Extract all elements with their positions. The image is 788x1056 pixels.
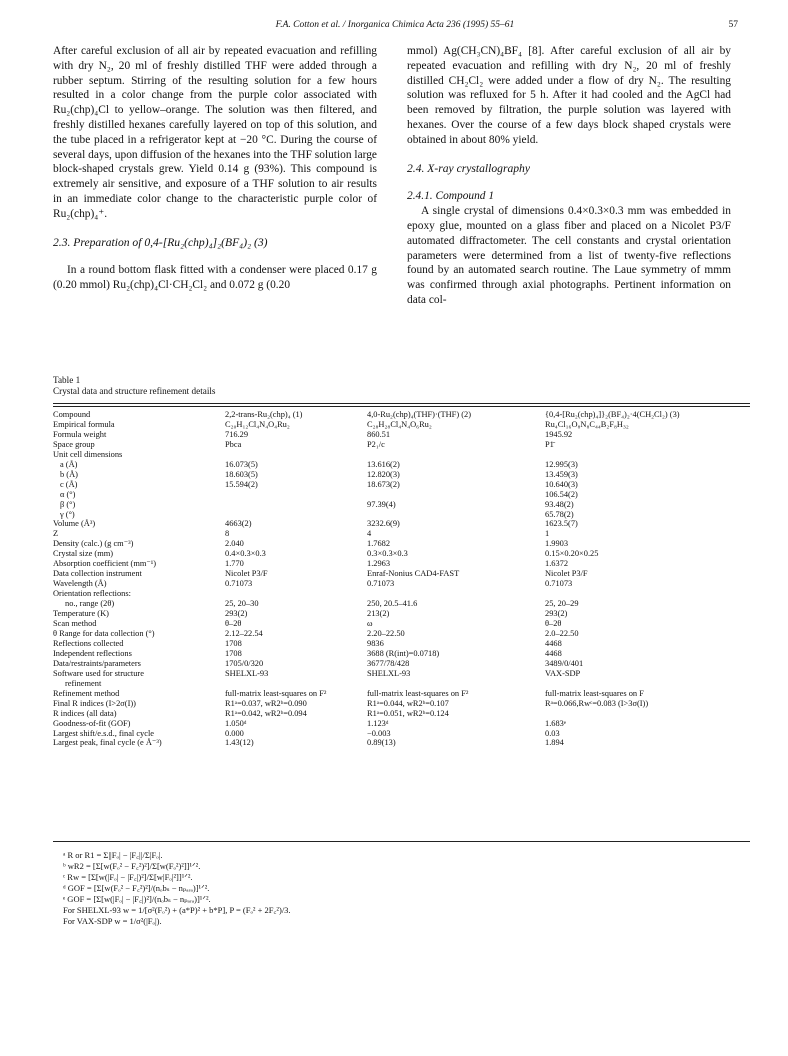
footnote: For SHELXL-93 w = 1/[σ²(Fₒ²) + (a*P)² + b*P], P = (Fₒ² + 2F꜀²)/3. bbox=[63, 905, 291, 915]
table-row bbox=[53, 579, 750, 589]
table-cell: 4468 bbox=[545, 648, 562, 658]
table-cell bbox=[367, 450, 545, 460]
row-label: Data collection instrument bbox=[53, 569, 142, 579]
table-cell: 93.48(2) bbox=[545, 499, 574, 509]
table-cell: 3688 (R(int)=0.0718) bbox=[367, 648, 440, 658]
table-cell: 1623.5(7) bbox=[545, 519, 578, 529]
row-label: Unit cell dimensions bbox=[53, 449, 123, 459]
row-label: Formula weight bbox=[53, 429, 107, 439]
table-cell bbox=[367, 510, 545, 520]
footnote: ᵈ GOF = [Σ[w(Fₒ² − F꜀²)²]/(nₒbₛ − nₚₐᵣₐ)]¹ᐟ². bbox=[63, 883, 210, 893]
table-cell: full-matrix least-squares on F² bbox=[225, 688, 327, 698]
paragraph: After careful exclusion of all air by repeated evacuation and refilling with dry N₂, 20 ml of freshly distilled THF were added through a rubber septum. Stirring of the resulting solution for a few hours resulted in a color change from the purple color associated with Ru₂(chp)₄Cl to yellow–orange. The solution was then filtered, and freshly distilled hexanes carefully layered on top of this solution, and the tube placed in a refrigerator kept at −20 °C. During the course of several days, upon diffusion of the hexanes into the THF solution large block-shaped crystals grew. Yield 0.14 g (93%). This compound is extremely air sensitive, and exposure of a THF solution to air results in an immediate color change to the characteristic purple color of Ru₂(chp)₄⁺. bbox=[53, 45, 377, 220]
table-cell: C₂₀H₁₂Cl₄N₄O₄Ru₂ bbox=[225, 419, 290, 429]
table-cell: 1.6372 bbox=[545, 559, 569, 569]
table-cell: 293(2) bbox=[225, 609, 248, 619]
table-cell: 1.2963 bbox=[367, 559, 391, 569]
row-label: c (Å) bbox=[60, 479, 78, 489]
table-cell: Pbca bbox=[225, 439, 242, 449]
table-cell: SHELXL-93 bbox=[225, 668, 269, 678]
table-cell: R1ᵃ=0.042, wR2ᵇ=0.094 bbox=[225, 708, 307, 718]
table-cell: Rᵃ=0.066,Rwᶜ=0.083 (I>3σ(I)) bbox=[545, 698, 649, 708]
table-row bbox=[53, 669, 750, 679]
table-row bbox=[53, 450, 750, 460]
table-cell: Ru₄Cl₁₆O₈N₈C₄₄B₂F₈H₃₂ bbox=[545, 419, 629, 429]
table-cell: 0.3×0.3×0.3 bbox=[367, 549, 408, 559]
table-cell: 4468 bbox=[545, 638, 562, 648]
table-row bbox=[53, 559, 750, 569]
row-label: Space group bbox=[53, 439, 95, 449]
row-label: Volume (Å³) bbox=[53, 519, 96, 529]
table-top-rule bbox=[53, 403, 750, 404]
table-row bbox=[53, 480, 750, 490]
table-row bbox=[53, 529, 750, 539]
table-row bbox=[53, 679, 750, 689]
table-cell: 13.616(2) bbox=[367, 459, 400, 469]
table-cell: ω bbox=[367, 619, 373, 629]
subsection-heading-2-4-1: 2.4.1. Compound 1 bbox=[407, 190, 495, 203]
row-label: γ (°) bbox=[60, 509, 75, 519]
table-footnotes bbox=[63, 850, 291, 927]
row-label: θ Range for data collection (°) bbox=[53, 628, 155, 638]
table-top-rule-2 bbox=[53, 406, 750, 407]
row-label: Final R indices (I>2σ(I)) bbox=[53, 698, 136, 708]
row-label: Z bbox=[53, 529, 59, 539]
table-cell bbox=[225, 500, 367, 510]
row-label: Density (calc.) (g cm⁻³) bbox=[53, 539, 134, 549]
table-row bbox=[53, 609, 750, 619]
table-row bbox=[53, 719, 750, 729]
table-cell: C₂₈H₂₈Cl₄N₄O₆Ru₂ bbox=[367, 419, 432, 429]
table-row bbox=[53, 519, 750, 529]
table-cell: 1945.92 bbox=[545, 429, 573, 439]
table-cell: 18.603(5) bbox=[225, 469, 258, 479]
table-cell: −0.003 bbox=[367, 728, 391, 738]
table-cell bbox=[545, 589, 750, 599]
table-cell: 106.54(2) bbox=[545, 489, 578, 499]
table-cell bbox=[225, 450, 367, 460]
table-cell: {0,4-[Ru₂(chp)₄]}₂(BF₄)₂·4(CH₂Cl₂) (3) bbox=[545, 410, 680, 419]
table-cell: 0.71073 bbox=[367, 579, 395, 589]
table-title: Crystal data and structure refinement details bbox=[53, 386, 216, 396]
table-row bbox=[53, 569, 750, 579]
table-cell bbox=[225, 490, 367, 500]
table-cell: R1ᵃ=0.037, wR2ᵇ=0.090 bbox=[225, 698, 307, 708]
row-label: Largest peak, final cycle (e Å⁻³) bbox=[53, 738, 162, 748]
table-cell bbox=[225, 510, 367, 520]
row-label: no., range (2θ) bbox=[65, 599, 115, 609]
table-cell: 15.594(2) bbox=[225, 479, 258, 489]
table-cell: 12.995(3) bbox=[545, 459, 578, 469]
row-label: β (°) bbox=[60, 499, 76, 509]
table-row bbox=[53, 629, 750, 639]
table-cell: 18.673(2) bbox=[367, 479, 400, 489]
row-label: Temperature (K) bbox=[53, 609, 109, 619]
table-row bbox=[53, 460, 750, 470]
row-label: Scan method bbox=[53, 619, 97, 629]
table-cell: θ–2θ bbox=[545, 619, 562, 629]
table-row bbox=[53, 729, 750, 739]
table-cell bbox=[545, 450, 750, 460]
row-label: Software used for structure bbox=[53, 668, 144, 678]
table-cell bbox=[545, 679, 750, 689]
table-row bbox=[53, 430, 750, 440]
table-cell: 2.0–22.50 bbox=[545, 628, 579, 638]
table-cell: 13.459(3) bbox=[545, 469, 578, 479]
table-bottom-rule bbox=[53, 841, 750, 842]
row-label: Reflections collected bbox=[53, 638, 124, 648]
table-cell: 1.050ᵈ bbox=[225, 718, 247, 728]
table-cell: 0.000 bbox=[225, 728, 244, 738]
table-cell: 10.640(3) bbox=[545, 479, 578, 489]
table-row bbox=[53, 639, 750, 649]
table-cell: 1.9903 bbox=[545, 539, 569, 549]
table-cell: 0.71073 bbox=[545, 579, 573, 589]
row-label: Refinement method bbox=[53, 688, 120, 698]
table-row bbox=[53, 420, 750, 430]
table-cell: R1ᵃ=0.044, wR2ᵇ=0.107 bbox=[367, 698, 449, 708]
table-row bbox=[53, 699, 750, 709]
table-cell: 1708 bbox=[225, 638, 242, 648]
table-cell: 9836 bbox=[367, 638, 384, 648]
table-row bbox=[53, 659, 750, 669]
table-cell: 3677/78/428 bbox=[367, 658, 410, 668]
row-label: Crystal size (mm) bbox=[53, 549, 114, 559]
table-row bbox=[53, 470, 750, 480]
table-cell: 1.123ᵈ bbox=[367, 718, 389, 728]
footnote: ᶜ Rw = [Σ[w(|Fₒ| − |F꜀|)²]/Σ[w|Fₒ|²]]¹ᐟ². bbox=[63, 872, 193, 882]
table-cell: 97.39(4) bbox=[367, 499, 396, 509]
table-cell bbox=[225, 679, 367, 689]
table-cell: Nicolet P3/F bbox=[545, 569, 588, 579]
table-cell: 0.71073 bbox=[225, 579, 253, 589]
right-column bbox=[407, 44, 731, 308]
table-row bbox=[53, 589, 750, 599]
table-cell: 8 bbox=[225, 529, 230, 539]
table-cell: 2,2-trans-Ru₂(chp)₄ (1) bbox=[225, 410, 303, 419]
table-cell: 25, 20–29 bbox=[545, 599, 579, 609]
table-cell: full-matrix least-squares on F bbox=[545, 688, 644, 698]
row-label: b (Å) bbox=[60, 469, 78, 479]
row-label: Wavelength (Å) bbox=[53, 579, 107, 589]
footnote: For VAX-SDP w = 1/σ²(|Fₒ|). bbox=[63, 916, 162, 926]
crystal-data-table bbox=[53, 410, 750, 748]
table-cell: 213(2) bbox=[367, 609, 390, 619]
table-cell: 1.894 bbox=[545, 738, 564, 748]
table-cell: 1 bbox=[545, 529, 550, 539]
table-cell: 1708 bbox=[225, 648, 242, 658]
row-label: Largest shift/e.s.d., final cycle bbox=[53, 728, 155, 738]
table-cell: 1.43(12) bbox=[225, 738, 254, 748]
table-cell: 716.29 bbox=[225, 429, 249, 439]
table-cell bbox=[367, 589, 545, 599]
table-cell: 0.15×0.20×0.25 bbox=[545, 549, 599, 559]
row-label: α (°) bbox=[60, 489, 76, 499]
table-cell: 12.820(3) bbox=[367, 469, 400, 479]
table-cell: full-matrix least-squares on F² bbox=[367, 688, 469, 698]
table-cell: P1̄ bbox=[545, 439, 554, 449]
table-cell: 1.770 bbox=[225, 559, 244, 569]
section-heading-2-3: 2.3. Preparation of 0,4-[Ru₂(chp)₄]₂(BF₄)₂ (3) bbox=[53, 235, 268, 249]
table-cell: 3232.6(9) bbox=[367, 519, 400, 529]
left-column bbox=[53, 44, 377, 293]
table-row bbox=[53, 619, 750, 629]
paragraph: mmol) Ag(CH₃CN)₄BF₄ [8]. After careful exclusion of all air by repeated evacuation and refilling with dry N₂, 20 ml of freshly distilled CH₂Cl₂ were added under a flow of dry N₂. The resulting solution was refluxed for 5 h. After it had cooled and the AgCl had been removed by filtration, the purple solution was layered with hexanes. Over the course of a few days block shaped crystals were obtained in about 80% yield. bbox=[407, 45, 731, 146]
table-cell: 25, 20–30 bbox=[225, 599, 259, 609]
section-heading-2-4: 2.4. X-ray crystallography bbox=[407, 161, 531, 175]
footnote: ᵇ wR2 = [Σ[w(Fₒ² − F꜀²)²]/Σ[w(Fₒ²)²]]¹ᐟ². bbox=[63, 861, 201, 871]
table-cell: 2.20–22.50 bbox=[367, 628, 405, 638]
table-cell: VAX-SDP bbox=[545, 668, 581, 678]
row-label: Absorption coefficient (mm⁻¹) bbox=[53, 559, 157, 569]
table-cell: 860.51 bbox=[367, 429, 391, 439]
table-cell: SHELXL-93 bbox=[367, 668, 411, 678]
table-row bbox=[53, 410, 750, 420]
table-cell bbox=[367, 490, 545, 500]
table-cell: 1.683ᵉ bbox=[545, 718, 566, 728]
table-cell: 0.4×0.3×0.3 bbox=[225, 549, 266, 559]
table-row bbox=[53, 599, 750, 609]
row-label: Orientation reflections: bbox=[53, 589, 131, 599]
table-row bbox=[53, 440, 750, 450]
footnote: ᵉ GOF = [Σ[w(|Fₒ| − |F꜀|)²]/(nₒbₛ − nₚₐᵣₐ)]¹ᐟ². bbox=[63, 894, 211, 904]
table-cell: 2.040 bbox=[225, 539, 244, 549]
row-label: refinement bbox=[65, 678, 102, 688]
row-label: R indices (all data) bbox=[53, 708, 117, 718]
table-label: Table 1 bbox=[53, 375, 81, 385]
table-row bbox=[53, 539, 750, 549]
table-cell: 65.78(2) bbox=[545, 509, 574, 519]
row-label: Empirical formula bbox=[53, 419, 115, 429]
table-row bbox=[53, 689, 750, 699]
table-row bbox=[53, 738, 750, 748]
table-cell: 1.7682 bbox=[367, 539, 391, 549]
table-row bbox=[53, 490, 750, 500]
table-row bbox=[53, 500, 750, 510]
table-cell: R1ᵃ=0.051, wR2ᵇ=0.124 bbox=[367, 708, 449, 718]
table-cell: P2₁/c bbox=[367, 439, 385, 449]
table-cell bbox=[367, 679, 545, 689]
paragraph: A single crystal of dimensions 0.4×0.3×0.3 mm was embedded in epoxy glue, mounted on a glass fiber and placed on a Nicolet P3/F automated diffractometer. The cell constants and crystal orientation parameters were determined from a list of twenty-five reflections found by an automated search routine. The Laue symmetry of mmm was confirmed through axial photographs. Pertinent information on data col- bbox=[407, 205, 731, 306]
table-cell: θ–2θ bbox=[225, 619, 242, 629]
table-cell: 1705/0/320 bbox=[225, 658, 264, 668]
table-cell: 4 bbox=[367, 529, 372, 539]
footnote: ᵃ R or R1 = Σ||Fₒ| − |F꜀||/Σ|Fₒ|. bbox=[63, 850, 163, 860]
table-cell bbox=[545, 709, 750, 719]
row-label: Independent reflections bbox=[53, 648, 132, 658]
table-cell: 4663(2) bbox=[225, 519, 252, 529]
table-cell: Nicolet P3/F bbox=[225, 569, 268, 579]
table-row bbox=[53, 709, 750, 719]
paragraph: In a round bottom flask fitted with a condenser were placed 0.17 g (0.20 mmol) Ru₂(chp)₄Cl·CH₂Cl₂ and 0.072 g (0.20 bbox=[53, 264, 377, 292]
running-header bbox=[52, 20, 738, 34]
row-label: a (Å) bbox=[60, 459, 78, 469]
table-caption bbox=[53, 375, 216, 397]
table-cell: 250, 20.5–41.6 bbox=[367, 599, 418, 609]
table-row bbox=[53, 649, 750, 659]
journal-reference: F.A. Cotton et al. / Inorganica Chimica Acta 236 (1995) 55–61 bbox=[275, 20, 515, 30]
table-cell: Enraf-Nonius CAD4-FAST bbox=[367, 569, 460, 579]
table-cell: 2.12–22.54 bbox=[225, 628, 263, 638]
table-cell: 3489/0/401 bbox=[545, 658, 584, 668]
table-cell: 16.073(5) bbox=[225, 459, 258, 469]
row-label: Compound bbox=[53, 410, 91, 419]
page-number: 57 bbox=[728, 20, 738, 30]
table-cell: 0.03 bbox=[545, 728, 560, 738]
table-cell: 0.89(13) bbox=[367, 738, 396, 748]
table-cell bbox=[225, 589, 367, 599]
row-label: Data/restraints/parameters bbox=[53, 658, 141, 668]
table-row bbox=[53, 549, 750, 559]
table-row bbox=[53, 510, 750, 520]
table-cell: 293(2) bbox=[545, 609, 568, 619]
table-cell: 4,0-Ru₂(chp)₄(THF)·(THF) (2) bbox=[367, 410, 471, 419]
row-label: Goodness-of-fit (GOF) bbox=[53, 718, 131, 728]
